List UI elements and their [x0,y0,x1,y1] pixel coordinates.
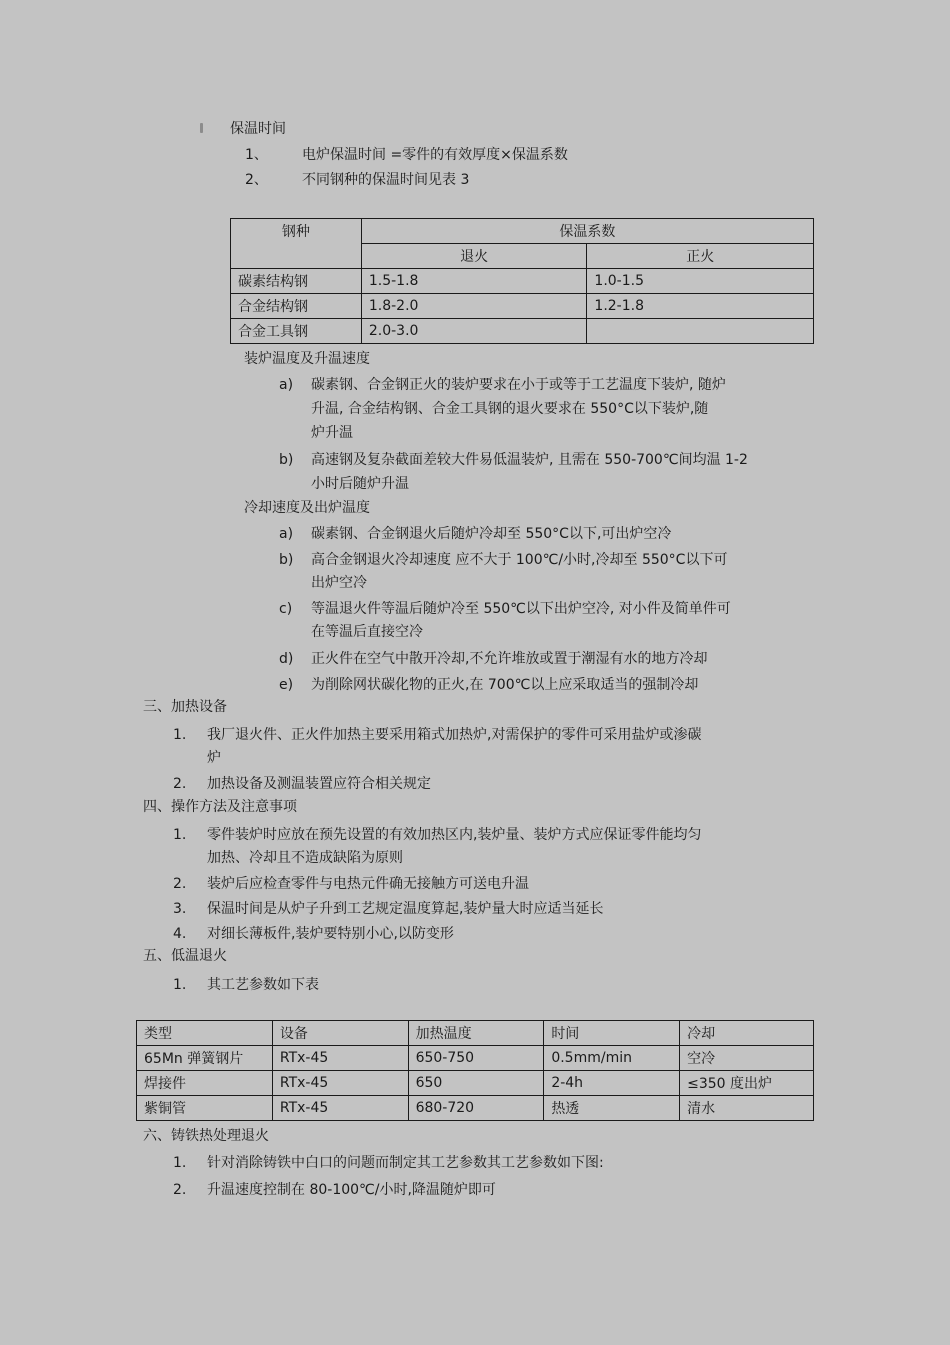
table-cell: 清水 [680,1096,814,1121]
table-cell: 1.0-1.5 [587,269,814,294]
list-item: 电炉保温时间 =零件的有效厚度×保温系数 [302,147,568,163]
table-header-cell: 退火 [361,244,587,269]
list-label: c) [279,601,293,617]
table-cell: RTx-45 [272,1046,408,1071]
list-line: 碳素钢、合金钢退火后随炉冷却至 550°C以下,可出炉空冷 [311,526,672,542]
list-number: 2. [173,776,187,792]
table-header-cell: 冷却 [680,1021,814,1046]
bullet-icon [200,123,203,133]
list-number: 1. [173,727,187,743]
list-line: 炉升温 [311,425,353,441]
table-header-cell: 设备 [272,1021,408,1046]
table-cell: 1.2-1.8 [587,294,814,319]
list-line: 在等温后直接空冷 [311,624,423,640]
table-cell: 680-720 [408,1096,544,1121]
list-number: 2. [173,876,187,892]
table-cell: 热透 [544,1096,680,1121]
table-cell: 1.5-1.8 [361,269,587,294]
list-label: a) [279,377,294,393]
table-row [137,1071,814,1096]
table-cell: 0.5mm/min [544,1046,680,1071]
table-cell: 焊接件 [137,1071,273,1096]
list-number: 4. [173,926,187,942]
list-label: b) [279,552,294,568]
list-line: 其工艺参数如下表 [207,977,319,993]
table-header-cell: 时间 [544,1021,680,1046]
list-line: 小时后随炉升温 [311,476,409,492]
section-heading-operation: 四、操作方法及注意事项 [143,799,297,815]
list-line: 高合金钢退火冷却速度 应不大于 100℃/小时,冷却至 550°C以下可 [311,552,728,568]
table-cell: 2.0-3.0 [361,319,587,344]
list-line: 对细长薄板件,装炉要特别小心,以防变形 [207,926,454,942]
table-cell: 合金结构钢 [231,294,362,319]
table-cell: 紫铜管 [137,1096,273,1121]
list-line: 升温, 合金结构钢、合金工具钢的退火要求在 550°C以下装炉,随 [311,401,709,417]
list-line: 正火件在空气中散开冷却,不允许堆放或置于潮湿有水的地方冷却 [311,651,708,667]
list-line: 针对消除铸铁中白口的问题而制定其工艺参数其工艺参数如下图: [207,1155,604,1171]
section-heading-equipment: 三、加热设备 [143,699,227,715]
table-cell: RTx-45 [272,1071,408,1096]
list-label: d) [279,651,294,667]
list-number: 3. [173,901,187,917]
table-cell: RTx-45 [272,1096,408,1121]
section-heading-cast-iron: 六、铸铁热处理退火 [143,1128,269,1144]
table-header-cell: 加热温度 [408,1021,544,1046]
table-row [231,319,814,344]
list-number: 1、 [245,147,268,163]
list-number: 2、 [245,172,268,188]
list-line: 碳素钢、合金钢正火的装炉要求在小于或等于工艺温度下装炉, 随炉 [311,377,726,393]
table-cell: 碳素结构钢 [231,269,362,294]
list-line: 零件装炉时应放在预先设置的有效加热区内,装炉量、装炉方式应保证零件能均匀 [207,827,702,843]
table-row [137,1046,814,1071]
table-header-cell: 类型 [137,1021,273,1046]
table-row [231,294,814,319]
table-cell: 1.8-2.0 [361,294,587,319]
section-heading-hold-time: 保温时间 [230,121,286,137]
table-cell: 2-4h [544,1071,680,1096]
table-row [231,269,814,294]
section-heading-load-temp: 装炉温度及升温速度 [244,351,370,367]
list-line: 为削除网状碳化物的正火,在 700℃以上应采取适当的强制冷却 [311,677,699,693]
process-parameter-table [136,1020,814,1121]
list-label: a) [279,526,294,542]
table-cell: 65Mn 弹簧钢片 [137,1046,273,1071]
holding-coefficient-table [230,218,814,344]
list-line: 保温时间是从炉子升到工艺规定温度算起,装炉量大时应适当延长 [207,901,604,917]
list-line: 加热设备及测温装置应符合相关规定 [207,776,431,792]
table-row [231,219,814,244]
table-cell: 650 [408,1071,544,1096]
section-heading-low-temp-anneal: 五、低温退火 [143,948,227,964]
table-cell: 空冷 [680,1046,814,1071]
list-number: 2. [173,1182,187,1198]
table-header-cell: 正火 [587,244,814,269]
table-cell [587,319,814,344]
list-number: 1. [173,977,187,993]
list-number: 1. [173,1155,187,1171]
list-line: 炉 [207,750,221,766]
table-cell: 650-750 [408,1046,544,1071]
list-line: 加热、冷却且不造成缺陷为原则 [207,850,403,866]
table-row [137,1021,814,1046]
table-cell: ≤350 度出炉 [680,1071,814,1096]
list-label: e) [279,677,294,693]
list-line: 出炉空冷 [311,575,367,591]
list-line: 我厂退火件、正火件加热主要采用箱式加热炉,对需保护的零件可采用盐炉或渗碳 [207,727,702,743]
list-label: b) [279,452,294,468]
table-header-cell: 钢种 [231,219,362,269]
list-line: 等温退火件等温后随炉冷至 550℃以下出炉空冷, 对小件及简单件可 [311,601,731,617]
section-heading-cooling: 冷却速度及出炉温度 [244,500,370,516]
list-number: 1. [173,827,187,843]
table-header-cell: 保温系数 [361,219,813,244]
table-cell: 合金工具钢 [231,319,362,344]
list-line: 升温速度控制在 80-100℃/小时,降温随炉即可 [207,1182,496,1198]
list-line: 装炉后应检查零件与电热元件确无接触方可送电升温 [207,876,529,892]
list-line: 高速钢及复杂截面差较大件易低温装炉, 且需在 550-700℃间均温 1-2 [311,452,748,468]
list-item: 不同钢种的保温时间见表 3 [302,172,470,188]
table-row [137,1096,814,1121]
